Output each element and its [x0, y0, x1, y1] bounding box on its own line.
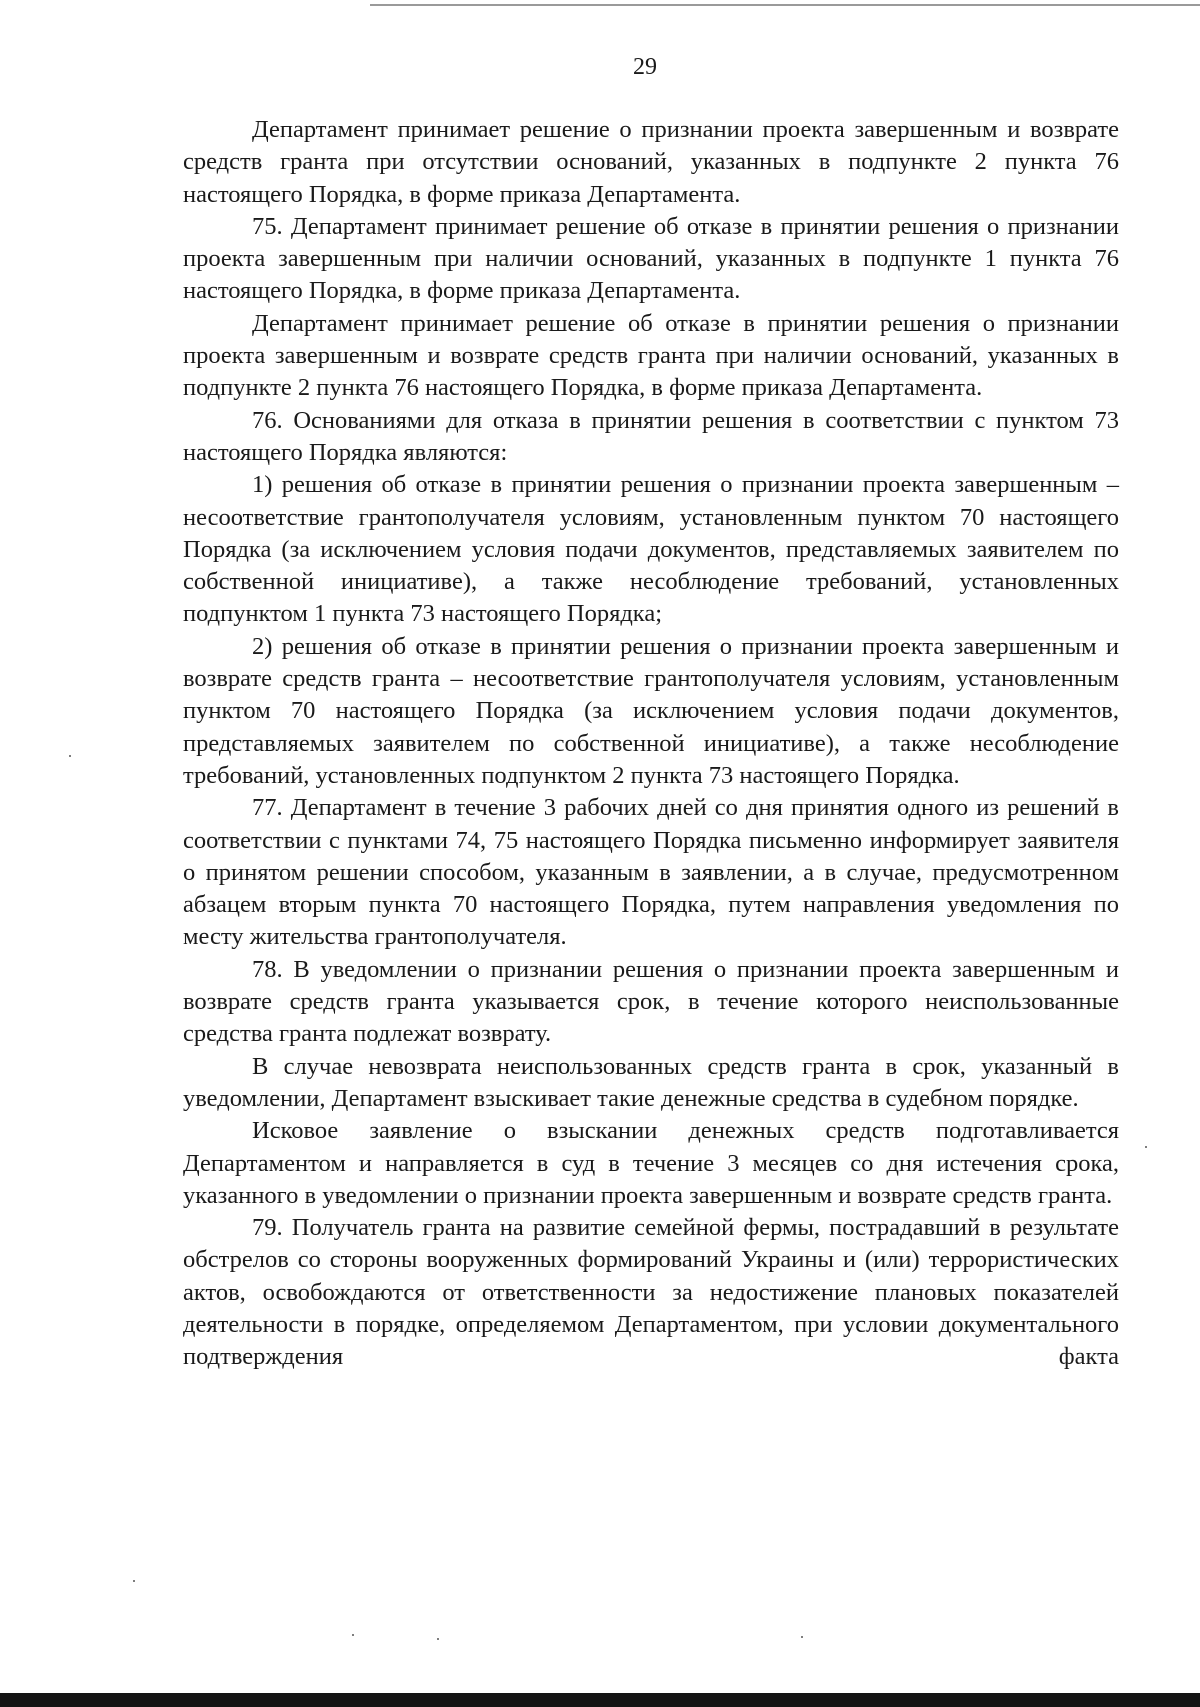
paragraph: Исковое заявление о взыскании денежных средств подготавливается Департаментом и направляется в суд в течение 3 месяцев со дня истечения срока, указанного в уведомлении о признании проекта завершенным и возврате средств гранта.: [183, 1117, 1119, 1209]
scan-speck: [1145, 1146, 1147, 1148]
document-body: [183, 114, 1119, 1374]
paragraph: В случае невозврата неиспользованных средств гранта в срок, указанный в уведомлении, Департамент взыскивает такие денежные средства в судебном порядке.: [183, 1052, 1119, 1112]
scan-top-edge-line: [370, 4, 1200, 6]
paragraph: 76. Основаниями для отказа в принятии решения в соответствии с пунктом 73 настоящего Порядка являются:: [183, 406, 1119, 466]
paragraph: 75. Департамент принимает решение об отказе в принятии решения о признании проекта завершенным при наличии оснований, указанных в подпункте 1 пункта 76 настоящего Порядка, в форме приказа Департамента.: [183, 212, 1119, 305]
paragraph: 77. Департамент в течение 3 рабочих дней со дня принятия одного из решений в соответствии с пунктами 74, 75 настоящего Порядка письменно информирует заявителя о принятом решении способом, указанным в заявлении, а в случае, предусмотренном абзацем вторым пункта 70 настоящего Порядка, путем направления уведомления по месту жительства грантополучателя.: [183, 794, 1119, 951]
paragraph: Департамент принимает решение об отказе в принятии решения о признании проекта завершенным и возврате средств гранта при наличии оснований, указанных в подпункте 2 пункта 76 настоящего Порядка, в форме приказа Департамента.: [183, 309, 1119, 402]
scan-speck: [352, 1634, 354, 1636]
paragraph: 2) решения об отказе в принятии решения о признании проекта завершенным и возврате средств гранта – несоответствие грантополучателя условиям, установленным пунктом 70 настоящего Порядка (за исключением условия подачи документов, представляемых заявителем по собственной инициативе), а также несоблюдение требований, установленных подпунктом 2 пункта 73 настоящего Порядка.: [183, 632, 1119, 789]
paragraph: 79. Получатель гранта на развитие семейной фермы, пострадавший в результате обстрелов со стороны вооруженных формирований Украины и (или) террористических актов, освобождаются от ответственности за недостижение плановых показателей деятельности в порядке, определяемом Департаментом, при условии документального подтверждения факта: [183, 1214, 1119, 1371]
scan-speck: [801, 1636, 803, 1638]
paragraph: 78. В уведомлении о признании решения о признании проекта завершенным и возврате средств гранта указывается срок, в течение которого неиспользованные средства гранта подлежат возврату.: [183, 955, 1119, 1048]
scan-speck: [133, 1580, 135, 1582]
scan-speck: [437, 1638, 439, 1640]
paragraph: Департамент принимает решение о признании проекта завершенным и возврате средств гранта при отсутствии оснований, указанных в подпункте 2 пункта 76 настоящего Порядка, в форме приказа Департамента.: [183, 116, 1119, 208]
page-number: 29: [633, 54, 657, 80]
paragraph: 1) решения об отказе в принятии решения о признании проекта завершенным – несоответствие грантополучателя условиям, установленным пунктом 70 настоящего Порядка (за исключением условия подачи документов, представляемых заявителем по собственной инициативе), а также несоблюдение требований, установленных подпунктом 1 пункта 73 настоящего Порядка;: [183, 471, 1119, 628]
scan-speck: [69, 755, 71, 757]
scan-bottom-edge: [0, 1693, 1200, 1707]
